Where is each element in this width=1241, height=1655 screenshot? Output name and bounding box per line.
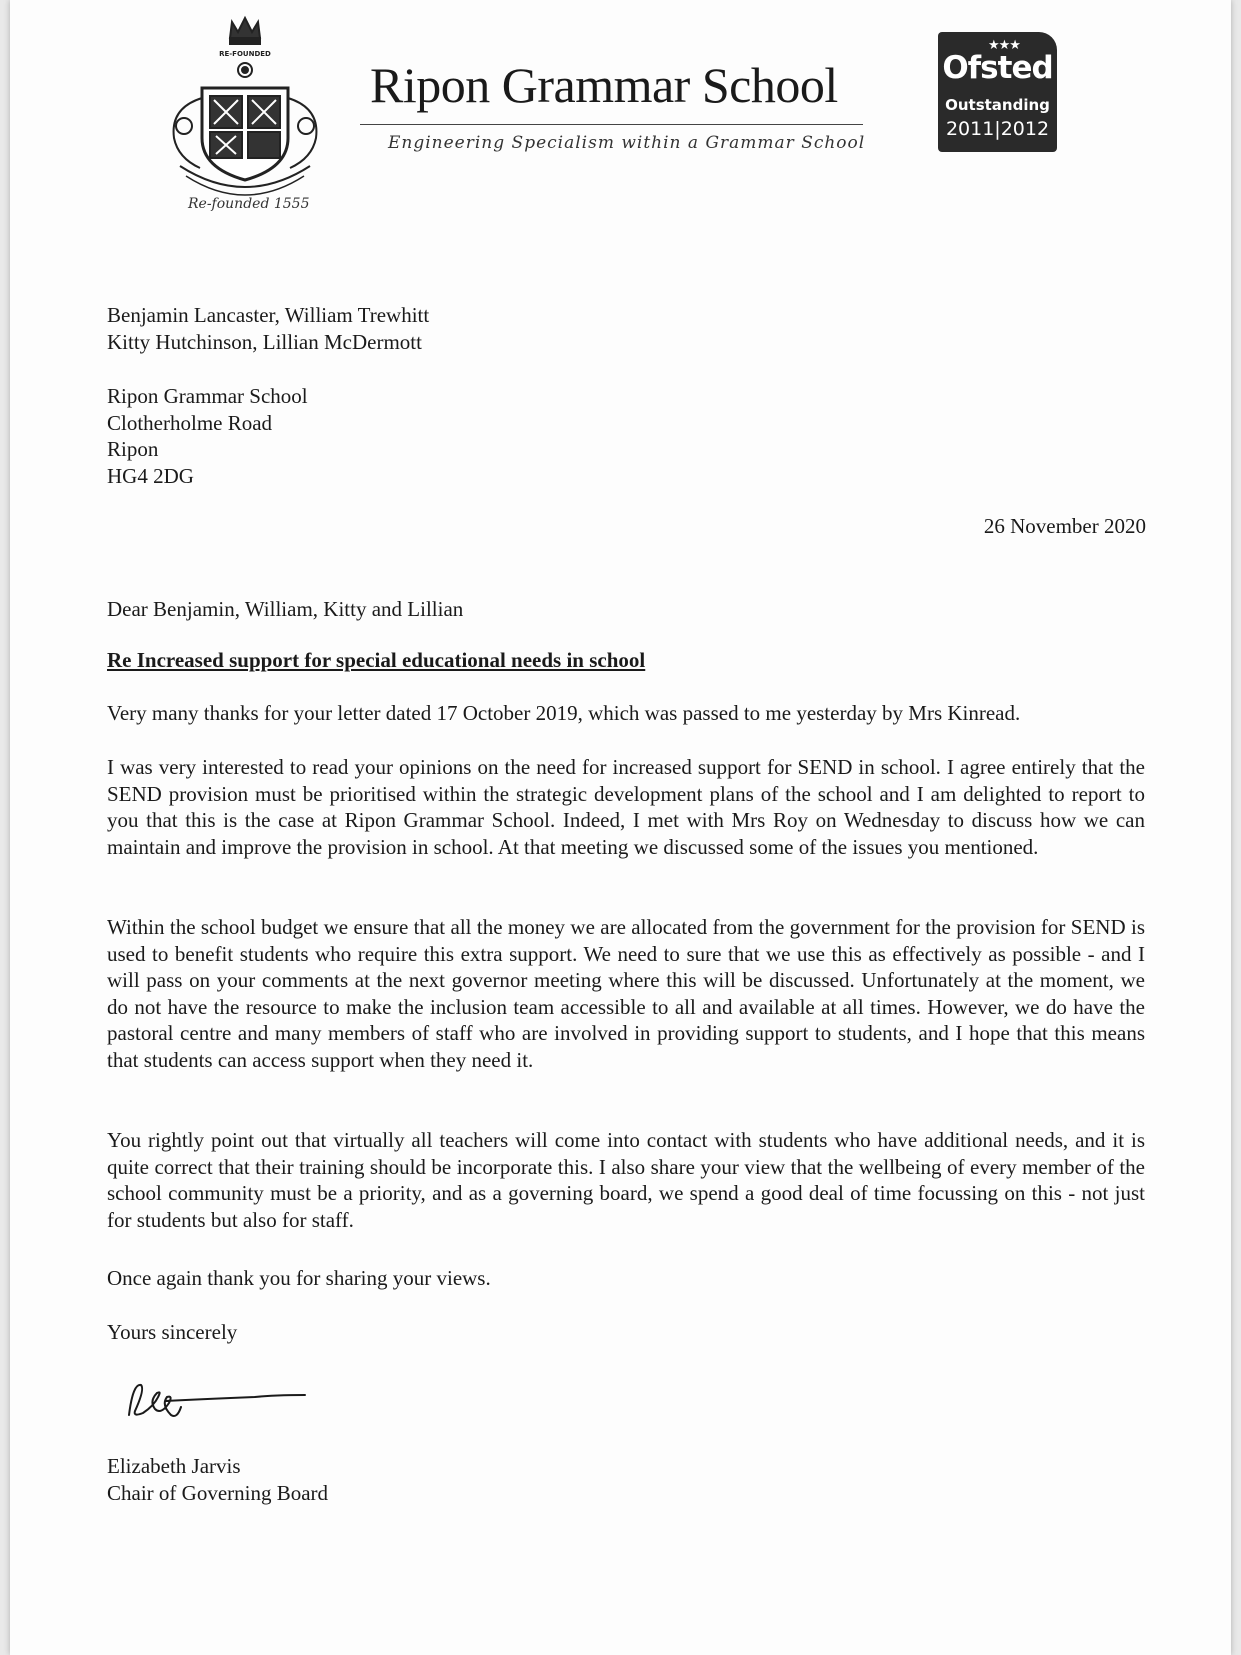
school-tagline: Engineering Specialism within a Grammar School [388, 133, 866, 153]
ofsted-badge [938, 32, 1057, 152]
salutation: Dear Benjamin, William, Kitty and Lillian [107, 597, 464, 621]
recipients-line-1: Benjamin Lancaster, William Trewhitt [107, 303, 430, 327]
address-line-2: Clotherholme Road [107, 411, 273, 435]
founded-year: Re-founded 1555 [188, 196, 310, 212]
address-line-4: HG4 2DG [107, 464, 194, 488]
body-paragraph-1: Very many thanks for your letter dated 17 October 2019, which was passed to me yesterday by Mrs Kinread. [107, 701, 1021, 725]
ofsted-years: 2011|2012 [945, 118, 1050, 140]
closing: Yours sincerely [107, 1320, 238, 1344]
crest-text: RE-FOUNDED [219, 50, 271, 58]
school-crest-logo [160, 8, 330, 218]
body-paragraph-5: Once again thank you for sharing your views. [107, 1266, 491, 1290]
body-paragraph-3: Within the school budget we ensure that all the money we are allocated from the government for the provision for SEND is used to benefit students who require this extra support. We need to sure that we use this as effectively as possible - and I will pass on your comments at the next governor meeting where this will be discussed. Unfortunately at the moment, we do not have the resource to make the inclusion team accessible to all and available at all times. However, we do have the pastoral centre and many members of staff who are involved in providing support to students, and I hope that this means that students can access support when they need it. [107, 915, 1145, 1072]
subject-line: Re Increased support for special educational needs in school [107, 648, 646, 672]
address-line-3: Ripon [107, 437, 159, 461]
ofsted-grade: Outstanding [945, 96, 1050, 114]
stars-icon: ★★★ [988, 38, 1020, 53]
ofsted-name: Ofsted [942, 50, 1053, 86]
letter-date: 26 November 2020 [983, 514, 1146, 538]
recipients-line-2: Kitty Hutchinson, Lillian McDermott [107, 330, 422, 354]
body-paragraph-4: You rightly point out that virtually all teachers will come into contact with students who have additional needs, and it is quite correct that their training should be incorporate this. I also share your view that the wellbeing of every member of the school community must be a priority, and as a governing board, we spend a good deal of time focussing on this - not just for students but also for staff. [107, 1128, 1145, 1232]
body-paragraph-2: I was very interested to read your opinions on the need for increased support for SEND in school. I agree entirely that the SEND provision must be prioritised within the strategic development plans of the school and I am delighted to report to you that this is the case at Ripon Grammar School. Indeed, I met with Mrs Roy on Wednesday to discuss how we can maintain and improve the provision in school. At that meeting we discussed some of the issues you mentioned. [107, 755, 1145, 859]
address-line-1: Ripon Grammar School [107, 384, 308, 408]
handwritten-signature [115, 1365, 315, 1425]
school-name-heading: Ripon Grammar School [370, 57, 838, 113]
crest-graphic [160, 8, 330, 218]
letter-page [10, 0, 1231, 1655]
header-rule [360, 124, 863, 125]
signatory-name: Elizabeth Jarvis [107, 1454, 241, 1478]
signatory-title: Chair of Governing Board [107, 1481, 329, 1505]
